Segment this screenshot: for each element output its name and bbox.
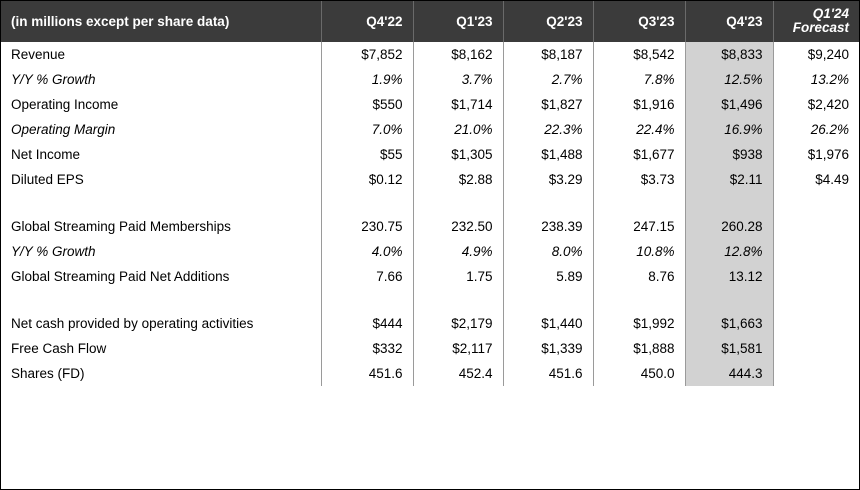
cell-q124f <box>773 336 859 361</box>
cell-q123: 4.9% <box>413 239 503 264</box>
table-row <box>1 239 859 264</box>
cell-q124f: $2,420 <box>773 92 859 117</box>
cell-q323: $8,542 <box>593 42 685 67</box>
cell-q422: 451.6 <box>321 361 413 386</box>
table-row <box>1 214 859 239</box>
cell-q223: $1,339 <box>503 336 593 361</box>
cell-q223: 5.89 <box>503 264 593 289</box>
column-header-q223: Q2'23 <box>503 1 593 42</box>
cell-q124f <box>773 214 859 239</box>
cell-q124f: 26.2% <box>773 117 859 142</box>
cell-q124f <box>773 264 859 289</box>
row-label: Revenue <box>11 47 66 63</box>
cell-q223: $8,187 <box>503 42 593 67</box>
cell-q323: $1,992 <box>593 311 685 336</box>
cell-q323: $1,916 <box>593 92 685 117</box>
row-label <box>1 289 321 311</box>
cell-q422: 230.75 <box>321 214 413 239</box>
cell-q423: $8,833 <box>685 42 773 67</box>
cell-q123: $2,179 <box>413 311 503 336</box>
cell-q323: 8.76 <box>593 264 685 289</box>
cell-q223 <box>503 192 593 214</box>
cell-q124f: 13.2% <box>773 67 859 92</box>
table-row <box>1 117 859 142</box>
table-row <box>1 142 859 167</box>
row-label: Net cash provided by operating activities <box>11 316 254 332</box>
cell-q422: 7.66 <box>321 264 413 289</box>
financials-table <box>1 1 859 386</box>
table-row <box>1 264 859 289</box>
cell-q223: 2.7% <box>503 67 593 92</box>
cell-q123: 452.4 <box>413 361 503 386</box>
cell-q422: $0.12 <box>321 167 413 192</box>
table-row <box>1 361 859 386</box>
table-row <box>1 167 859 192</box>
cell-q323: $1,677 <box>593 142 685 167</box>
row-label: Global Streaming Paid Memberships <box>11 219 231 235</box>
cell-q124f <box>773 239 859 264</box>
cell-q422: $332 <box>321 336 413 361</box>
cell-q323: $1,888 <box>593 336 685 361</box>
cell-q422 <box>321 289 413 311</box>
column-header-q123: Q1'23 <box>413 1 503 42</box>
column-header-q323: Q3'23 <box>593 1 685 42</box>
cell-q423: $2.11 <box>685 167 773 192</box>
cell-q423: 13.12 <box>685 264 773 289</box>
cell-q423: $1,663 <box>685 311 773 336</box>
row-label: Operating Income <box>11 97 119 113</box>
cell-q124f: $9,240 <box>773 42 859 67</box>
cell-q323: 10.8% <box>593 239 685 264</box>
cell-q124f: $4.49 <box>773 167 859 192</box>
cell-q422 <box>321 192 413 214</box>
cell-q422: $550 <box>321 92 413 117</box>
header-row <box>1 1 859 42</box>
cell-q423: 16.9% <box>685 117 773 142</box>
cell-q323: 450.0 <box>593 361 685 386</box>
cell-q124f <box>773 311 859 336</box>
cell-q422: $444 <box>321 311 413 336</box>
table-body <box>1 42 859 386</box>
cell-q323 <box>593 289 685 311</box>
row-label: Global Streaming Paid Net Additions <box>11 269 230 285</box>
cell-q423: $938 <box>685 142 773 167</box>
column-header-q124-forecast <box>773 1 859 42</box>
cell-q323: 247.15 <box>593 214 685 239</box>
cell-q223: $1,440 <box>503 311 593 336</box>
cell-q123: $1,305 <box>413 142 503 167</box>
column-header-q422: Q4'22 <box>321 1 413 42</box>
cell-q123: 232.50 <box>413 214 503 239</box>
row-label <box>1 192 321 214</box>
cell-q423: $1,496 <box>685 92 773 117</box>
table-row <box>1 92 859 117</box>
row-label: Y/Y % Growth <box>11 244 96 260</box>
cell-q323: $3.73 <box>593 167 685 192</box>
row-label: Y/Y % Growth <box>11 72 96 88</box>
table-spacer-row <box>1 192 859 214</box>
cell-q124f <box>773 361 859 386</box>
cell-q124f <box>773 289 859 311</box>
cell-q123: 21.0% <box>413 117 503 142</box>
cell-q123: $2.88 <box>413 167 503 192</box>
cell-q223: $3.29 <box>503 167 593 192</box>
table-row <box>1 311 859 336</box>
cell-q123 <box>413 192 503 214</box>
cell-q223: 238.39 <box>503 214 593 239</box>
cell-q223: 451.6 <box>503 361 593 386</box>
cell-q423 <box>685 289 773 311</box>
cell-q223: 8.0% <box>503 239 593 264</box>
cell-q423: 260.28 <box>685 214 773 239</box>
cell-q323 <box>593 192 685 214</box>
table-spacer-row <box>1 289 859 311</box>
row-label: Diluted EPS <box>11 172 84 188</box>
cell-q123 <box>413 289 503 311</box>
cell-q422: 1.9% <box>321 67 413 92</box>
row-label: Free Cash Flow <box>11 341 107 357</box>
row-label: Shares (FD) <box>11 366 85 382</box>
cell-q123: $2,117 <box>413 336 503 361</box>
forecast-header-line2: Forecast <box>792 20 849 36</box>
cell-q422: $55 <box>321 142 413 167</box>
header-units-label: (in millions except per share data) <box>1 1 321 42</box>
cell-q423 <box>685 192 773 214</box>
cell-q423: 12.5% <box>685 67 773 92</box>
cell-q124f: $1,976 <box>773 142 859 167</box>
row-label: Operating Margin <box>11 122 116 138</box>
table-row <box>1 42 859 67</box>
cell-q323: 22.4% <box>593 117 685 142</box>
cell-q422: 4.0% <box>321 239 413 264</box>
table-row <box>1 336 859 361</box>
cell-q123: $8,162 <box>413 42 503 67</box>
cell-q123: $1,714 <box>413 92 503 117</box>
table-header <box>1 1 859 42</box>
cell-q223 <box>503 289 593 311</box>
column-header-q423: Q4'23 <box>685 1 773 42</box>
cell-q223: $1,488 <box>503 142 593 167</box>
forecast-header-line1: Q1'24 <box>812 6 849 21</box>
cell-q223: $1,827 <box>503 92 593 117</box>
cell-q422: 7.0% <box>321 117 413 142</box>
cell-q123: 1.75 <box>413 264 503 289</box>
row-label: Net Income <box>11 147 81 163</box>
cell-q124f <box>773 192 859 214</box>
cell-q323: 7.8% <box>593 67 685 92</box>
cell-q422: $7,852 <box>321 42 413 67</box>
cell-q423: 12.8% <box>685 239 773 264</box>
cell-q223: 22.3% <box>503 117 593 142</box>
cell-q123: 3.7% <box>413 67 503 92</box>
cell-q423: $1,581 <box>685 336 773 361</box>
table-row <box>1 67 859 92</box>
cell-q423: 444.3 <box>685 361 773 386</box>
